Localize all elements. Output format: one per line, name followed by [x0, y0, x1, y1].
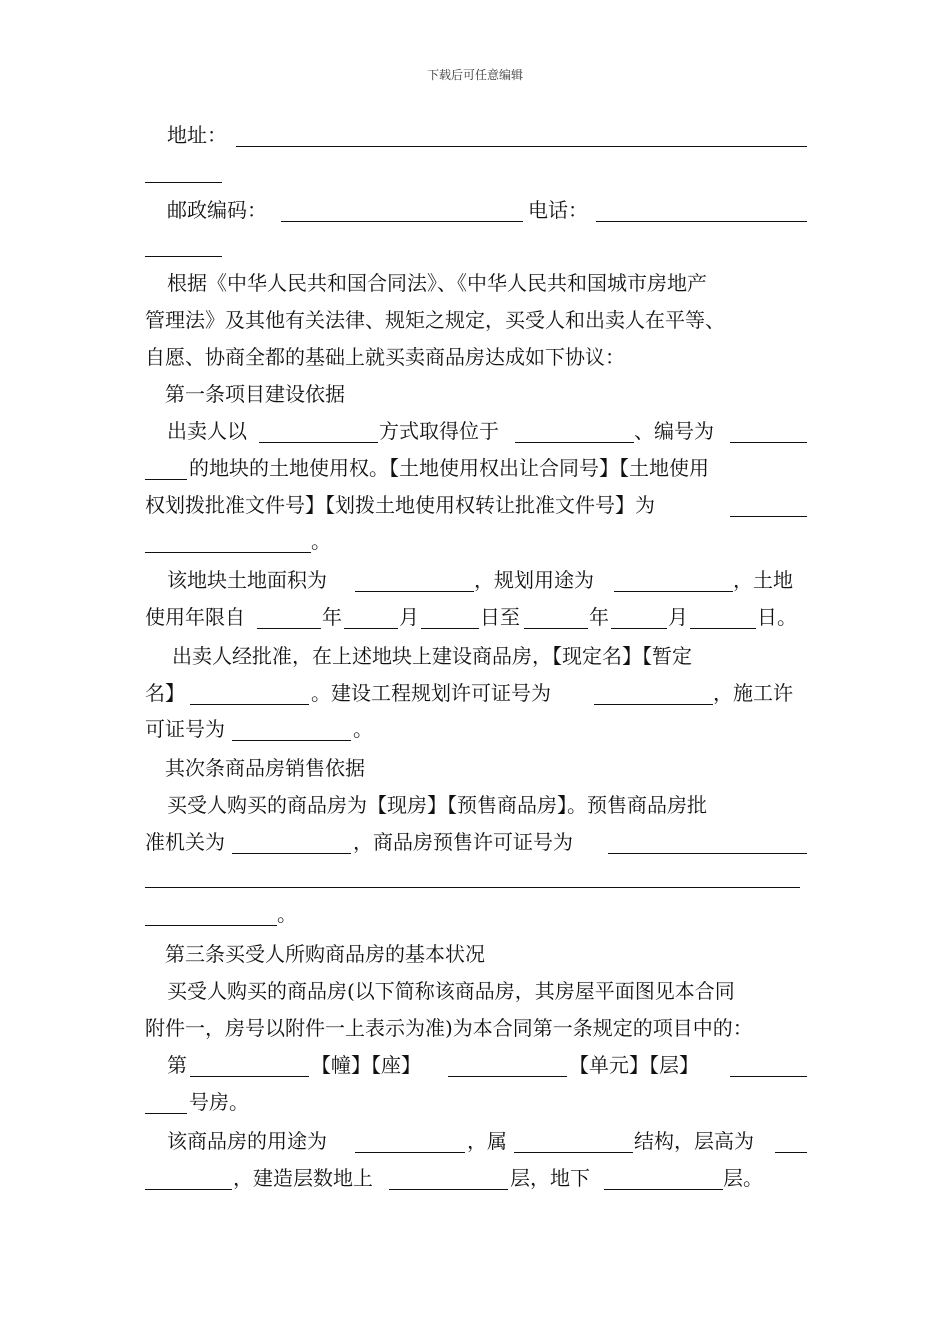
a3-l5-t1: 该商品房的用途为 [167, 1129, 327, 1153]
floor-height-blank-cont[interactable] [145, 1189, 232, 1190]
structure-blank[interactable] [514, 1152, 633, 1153]
end-month-blank[interactable] [611, 628, 667, 629]
intro-line-3: 自愿、协商全都的基础上就买卖商品房达成如下协议： [145, 345, 625, 369]
a1-l6-t6: 月 [668, 605, 688, 629]
a3-l6-t1: ，建造层数地上 [233, 1166, 373, 1190]
floor-height-blank[interactable] [775, 1152, 807, 1153]
phone-label: 电话： [528, 198, 588, 222]
unit-number-blank[interactable] [448, 1076, 567, 1077]
a1-l8-t1: 名】 [145, 681, 185, 705]
a1-l1-t1: 出卖人以 [167, 419, 247, 443]
floor-number-blank[interactable] [730, 1076, 807, 1077]
a3-l3-t2: 【幢】【座】 [311, 1053, 421, 1077]
a1-l3: 权划拨批准文件号】【划拨土地使用权转让批准文件号】为 [145, 493, 655, 517]
a3-l2: 附件一，房号以附件一上表示为准)为本合同第一条规定的项目中的： [145, 1016, 753, 1040]
a1-l5-t1: 该地块土地面积为 [167, 568, 327, 592]
room-number-blank[interactable] [145, 1113, 187, 1114]
article-2-title: 其次条商品房销售依据 [165, 756, 365, 780]
address-label: 地址： [167, 123, 227, 147]
a3-l6-t3: 层。 [723, 1166, 763, 1190]
floors-below-blank[interactable] [604, 1189, 723, 1190]
article-1-title: 第一条项目建设依据 [165, 382, 345, 406]
postcode-blank[interactable] [281, 221, 523, 222]
postcode-label: 邮政编码： [167, 198, 267, 222]
land-cert-number-blank-cont[interactable] [145, 552, 311, 553]
a1-l5-t2: ，规划用途为 [474, 568, 594, 592]
start-month-blank[interactable] [344, 628, 398, 629]
presale-authority-blank[interactable] [232, 853, 351, 854]
a3-l5-t2: ，属 [467, 1129, 507, 1153]
intro-line-2: 管理法》及其他有关法律、规矩之规定，买受人和出卖人在平等、 [145, 308, 725, 332]
end-day-blank[interactable] [690, 628, 756, 629]
a1-l7: 出卖人经批准，在上述地块上建设商品房，【现定名】【暂定 [172, 644, 692, 668]
a1-l1-t2: 方式取得位于 [379, 419, 499, 443]
a1-l6-t7: 日。 [757, 605, 797, 629]
article-3-title: 第三条买受人所购商品房的基本状况 [165, 942, 485, 966]
a1-l6-t4: 日至 [480, 605, 520, 629]
a1-l8-t3: ，施工许 [713, 681, 793, 705]
a1-l6-t5: 年 [589, 605, 609, 629]
presale-permit-blank-cont[interactable] [145, 887, 800, 888]
a1-l9-t2: 。 [353, 717, 373, 741]
a2-l4: 。 [277, 902, 297, 926]
a3-l3-t1: 第 [167, 1053, 187, 1077]
a3-l1: 买受人购买的商品房(以下简称该商品房，其房屋平面图见本合同 [167, 979, 735, 1003]
a1-l6-t3: 月 [399, 605, 419, 629]
end-year-blank[interactable] [524, 628, 588, 629]
a3-l5-t3: 结构，层高为 [634, 1129, 754, 1153]
a2-l2-t1: 准机关为 [145, 830, 225, 854]
a1-l6-t1: 使用年限自 [145, 605, 245, 629]
planning-permit-blank[interactable] [594, 704, 713, 705]
a1-l1-t3: 、编号为 [634, 419, 714, 443]
land-cert-number-blank[interactable] [730, 516, 807, 517]
a1-l2: 的地块的土地使用权。【土地使用权出让合同号】【土地使用 [189, 456, 709, 480]
land-number-blank[interactable] [730, 442, 807, 443]
address-blank[interactable] [236, 146, 807, 147]
construction-permit-blank[interactable] [232, 740, 351, 741]
a1-l4: 。 [311, 529, 331, 553]
presale-permit-blank-end[interactable] [145, 925, 277, 926]
land-area-blank[interactable] [355, 591, 474, 592]
start-year-blank[interactable] [257, 628, 321, 629]
planned-use-blank[interactable] [614, 591, 733, 592]
a3-l6-t2: 层，地下 [510, 1166, 590, 1190]
a3-l4: 号房。 [189, 1090, 249, 1114]
a1-l8-t2: 。建设工程规划许可证号为 [311, 681, 551, 705]
a1-l6-t2: 年 [322, 605, 342, 629]
land-number-blank-cont[interactable] [145, 479, 187, 480]
floors-above-blank[interactable] [389, 1189, 508, 1190]
presale-permit-blank[interactable] [608, 853, 807, 854]
address-blank-cont[interactable] [145, 182, 222, 183]
a3-l3-t3: 【单元】【层】 [569, 1053, 699, 1077]
a1-l9-t1: 可证号为 [145, 717, 225, 741]
a2-l2-t2: ，商品房预售许可证号为 [353, 830, 573, 854]
house-use-blank[interactable] [355, 1152, 465, 1153]
land-location-blank[interactable] [515, 442, 634, 443]
intro-line-1: 根据《中华人民共和国合同法》、《中华人民共和国城市房地产 [167, 271, 707, 295]
a1-l5-t3: ，土地 [733, 568, 793, 592]
building-number-blank[interactable] [190, 1076, 309, 1077]
a2-l1: 买受人购买的商品房为【现房】【预售商品房】。预售商品房批 [167, 793, 707, 817]
land-acquisition-method-blank[interactable] [259, 442, 378, 443]
project-name-blank[interactable] [190, 704, 309, 705]
phone-blank[interactable] [596, 221, 807, 222]
phone-blank-cont[interactable] [145, 256, 222, 257]
start-day-blank[interactable] [421, 628, 479, 629]
page-header: 下载后可任意编辑 [426, 68, 523, 82]
